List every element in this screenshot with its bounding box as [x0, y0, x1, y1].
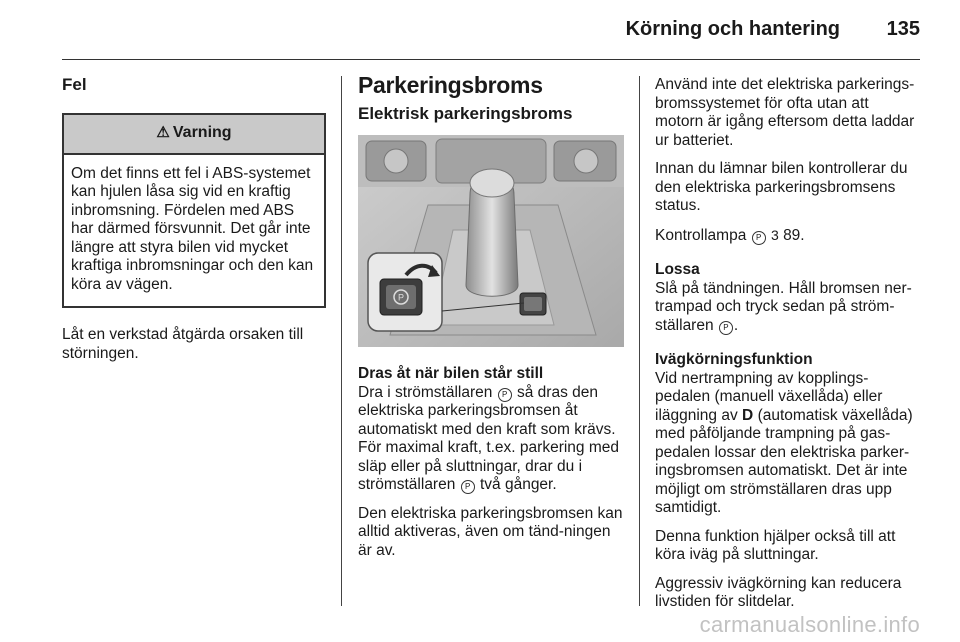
- column-3: [655, 76, 921, 622]
- subhead-apply-stationary: Dras åt när bilen står still: [358, 365, 544, 382]
- parking-brake-indicator-icon: P: [498, 388, 512, 402]
- warning-title: Varning: [172, 124, 232, 142]
- apply-text-2: så dras den elektriska parkeringsbromsen åt automatiskt med den kraft som krävs. För maximal kraft, t.ex. parkering med släp eller på sluttningar, drar du i strömställaren: [358, 383, 619, 493]
- apply-text-3: två gånger.: [479, 476, 557, 493]
- gear-d-label: D: [742, 406, 754, 424]
- page-reference-arrow: 3: [770, 226, 779, 243]
- subsection-title-electric-parking-brake: Elektrisk parkeringsbroms: [358, 103, 573, 123]
- page-number: 135: [886, 18, 920, 40]
- watermark: carmanualsonline.info: [699, 612, 920, 637]
- section-heading-fault: Fel: [62, 75, 87, 94]
- subhead-release: Lossa: [655, 261, 700, 278]
- release-text-end: .: [733, 316, 739, 334]
- parking-brake-indicator-icon: P: [461, 480, 475, 494]
- warning-triangle-icon: ⚠: [156, 124, 170, 142]
- column-divider-1: [341, 76, 342, 606]
- subhead-drive-away: Ivägkörningsfunktion: [655, 351, 813, 368]
- warning-header: [64, 115, 324, 155]
- column-1: [62, 76, 326, 373]
- release-paragraph: [655, 280, 921, 336]
- drive-away-text-2: (automatisk växellåda) med påföljande trampning på gas-pedalen lossar den elektriska parker-ingsbromsen automatiskt. Det är inte möjligt om strömställaren dras upp samtidigt.: [655, 406, 913, 516]
- page-reference-number: 89.: [783, 226, 805, 244]
- header-divider: [62, 59, 920, 60]
- parking-brake-indicator-icon: P: [719, 321, 733, 335]
- apply-paragraph: [358, 384, 624, 495]
- apply-text-1: Dra i strömställaren: [358, 383, 493, 401]
- indicator-reference-paragraph: [655, 226, 921, 246]
- warning-text: Om det finns ett fel i ABS-systemet kan hjulen låsa sig vid en kraftig inbromsning. Fördelen med ABS har därmed försvunnit. Det går inte längre att styra bilen vid mycket kraftiga inbromsningar och den kan köra av vägen.: [71, 164, 314, 293]
- parking-brake-indicator-icon: P: [752, 231, 766, 245]
- always-activate-paragraph: Den elektriska parkeringsbromsen kan alltid aktiveras, även om tänd-ningen är av.: [358, 504, 623, 559]
- parking-brake-switch-illustration: [358, 135, 624, 347]
- battery-paragraph: Använd inte det elektriska parkerings-bromssystemet för ofta utan att motorn är igång eftersom detta laddar ur batteriet.: [655, 76, 915, 149]
- release-text: Slå på tändningen. Håll bromsen ner-trampad och tryck sedan på ström-ställaren: [655, 279, 912, 334]
- drive-away-text-1: Vid nertrampning av kopplings-pedalen (manuell växellåda) eller iläggning av: [655, 369, 883, 424]
- column-divider-2: [639, 76, 640, 606]
- section-title-parking-brake: Parkeringsbroms: [358, 72, 543, 98]
- svg-text:P: P: [397, 292, 405, 303]
- wear-paragraph: Aggressiv ivägkörning kan reducera livstiden för slitdelar.: [655, 574, 902, 610]
- indicator-reference-text: Kontrollampa: [655, 226, 747, 244]
- fault-paragraph: Låt en verkstad åtgärda orsaken till störningen.: [62, 326, 304, 362]
- hill-start-paragraph: Denna funktion hjälper också till att köra iväg på sluttningar.: [655, 527, 896, 563]
- drive-away-paragraph: [655, 370, 921, 518]
- column-2: [358, 72, 624, 570]
- check-status-paragraph: Innan du lämnar bilen kontrollerar du den elektriska parkeringsbromsens status.: [655, 160, 908, 214]
- warning-box: [62, 113, 326, 309]
- page-header-title: Körning och hantering: [625, 18, 840, 40]
